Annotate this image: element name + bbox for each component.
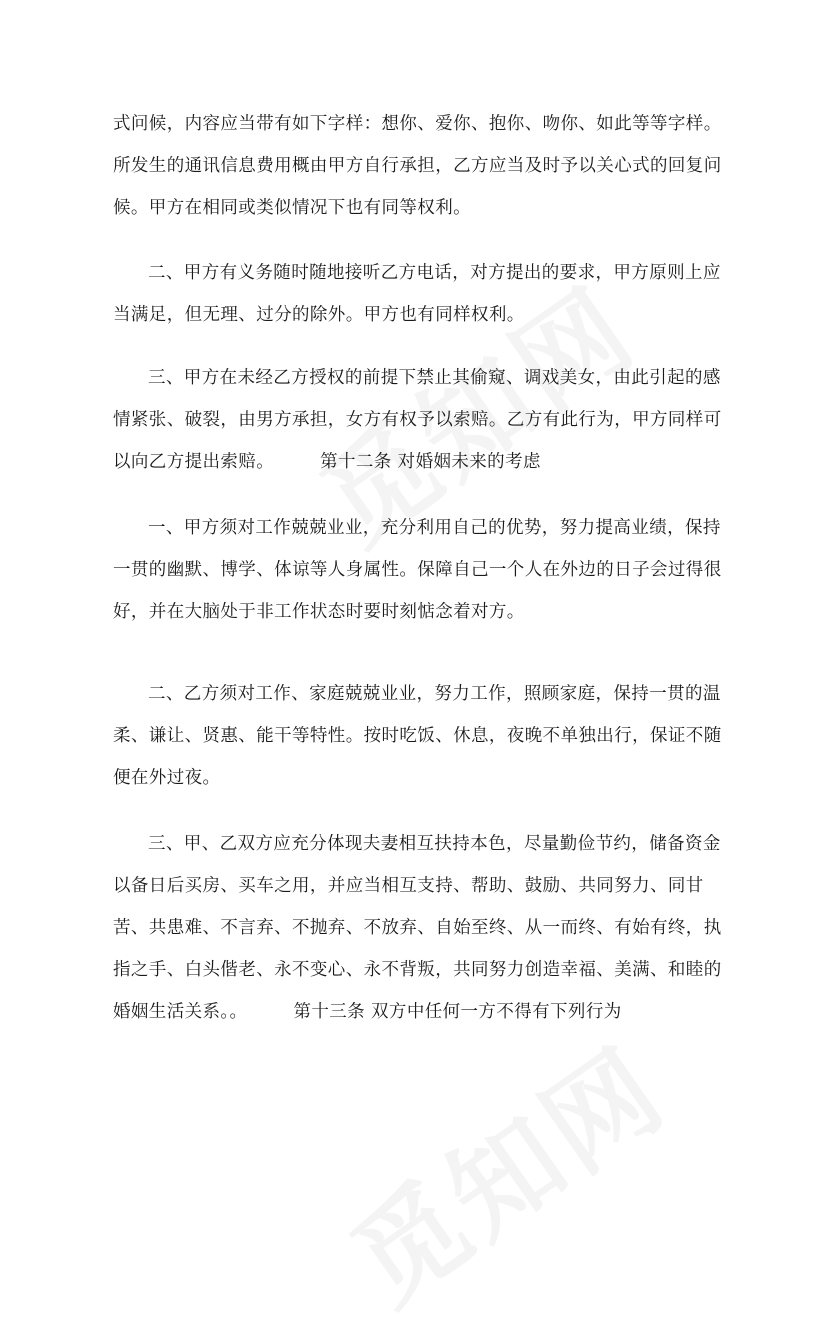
paragraph-text: 式问候，内容应当带有如下字样：想你、爱你、抱你、吻你、如此等等字样。所发生的通讯信息费用概由甲方自行承担，乙方应当及时予以关心式的回复问候。甲方在相同或类似情况下也有同等权利。 (113, 114, 722, 218)
paragraph-text: 三、甲方在未经乙方授权的前提下禁止其偷窥、调戏美女，由此引起的感情紧张、破裂，由男方承担，女方有权予以索赔。乙方有此行为，甲方同样可以向乙方提出索赔。 (113, 368, 722, 472)
paragraph-article-12-item-1 (113, 507, 723, 633)
paragraph-text: 一、甲方须对工作兢兢业业，充分利用自己的优势，努力提高业绩，保持一贯的幽默、博学、体谅等人身属性。保障自己一个人在外边的日子会过得很好，并在大脑处于非工作状态时要时刻惦念着对方。 (113, 518, 722, 622)
article-13-heading: 第十三条 双方中任何一方不得有下列行为 (293, 1002, 622, 1022)
paragraph-clause-2 (113, 252, 723, 336)
article-12-heading: 第十二条 对婚姻未来的考虑 (320, 452, 541, 472)
watermark-bottom (316, 1004, 692, 1333)
paragraph-continuation (113, 103, 723, 229)
paragraph-article-12-item-2 (113, 673, 723, 799)
paragraph-text: 二、乙方须对工作、家庭兢兢业业，努力工作，照顾家庭，保持一贯的温柔、谦让、贤惠、能干等特性。按时吃饭、休息，夜晚不单独出行，保证不随便在外过夜。 (113, 684, 722, 788)
paragraph-clause-3 (113, 357, 723, 483)
paragraph-article-12-item-3 (113, 823, 723, 1033)
paragraph-text: 三、甲、乙双方应充分体现夫妻相互扶持本色，尽量勤俭节约，储备资金以备日后买房、买车之用，并应当相互支持、帮助、鼓励、共同努力、同甘苦、共患难、不言弃、不抛弃、不放弃、自始至终、从一而终、有始有终，执指之手、白头偕老、永不变心、永不背叛，共同努力创造幸福、美满、和睦的婚姻生活关系。。 (113, 834, 722, 1022)
paragraph-text: 二、甲方有义务随时随地接听乙方电话，对方提出的要求，甲方原则上应当满足，但无理、过分的除外。甲方也有同样权利。 (113, 263, 721, 325)
